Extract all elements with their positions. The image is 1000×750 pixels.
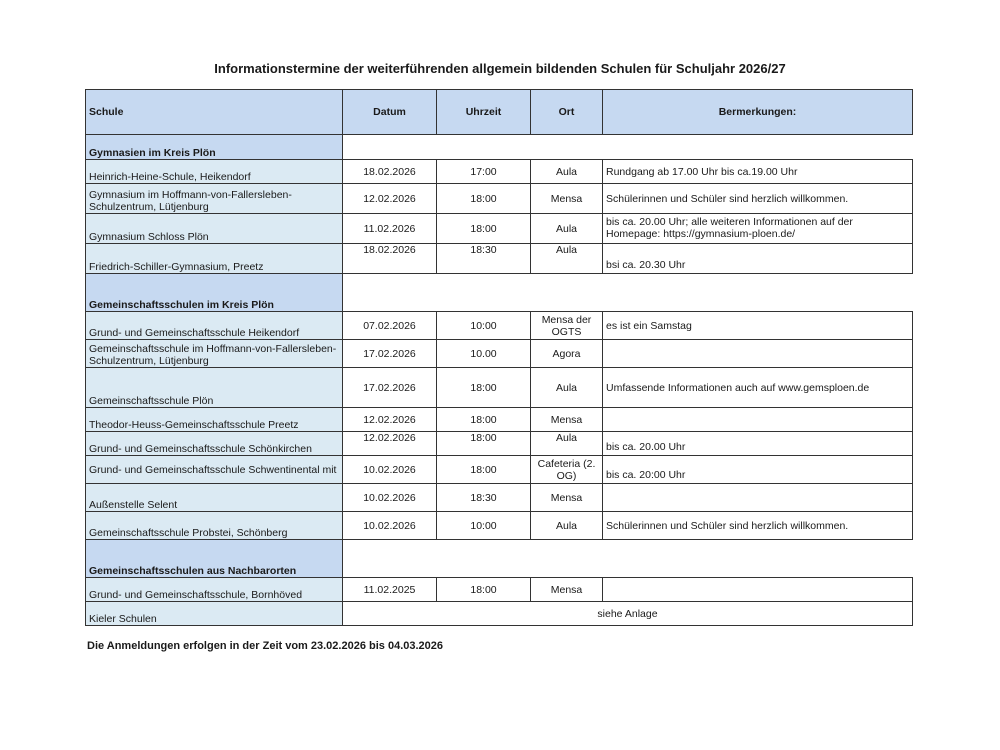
page-title: Informationstermine der weiterführenden allgemein bildenden Schulen für Schuljahr 2026/27 — [214, 61, 786, 76]
date-cell: 18.02.2026 — [343, 160, 437, 184]
remarks-cell: Schülerinnen und Schüler sind herzlich willkommen. — [603, 512, 913, 540]
school-cell: Grund- und Gemeinschaftsschule Schwentinental mit — [86, 456, 343, 484]
remarks-cell — [603, 578, 913, 602]
place-cell: Mensa — [531, 484, 603, 512]
table-row — [86, 160, 913, 184]
remarks-cell: Umfassende Informationen auch auf www.gemsploen.de — [603, 368, 913, 408]
date-cell: 17.02.2026 — [343, 368, 437, 408]
school-cell: Gymnasium im Hoffmann-von-Fallersleben-Schulzentrum, Lütjenburg — [86, 184, 343, 214]
time-cell: 18:00 — [437, 214, 531, 244]
remarks-cell: es ist ein Samstag — [603, 312, 913, 340]
remarks-cell: bis ca. 20.00 Uhr; alle weiteren Informationen auf der Homepage: https://gymnasium-ploen.de/ — [603, 214, 913, 244]
table-row — [86, 512, 913, 540]
date-cell: 10.02.2026 — [343, 456, 437, 484]
remarks-cell: Rundgang ab 17.00 Uhr bis ca.19.00 Uhr — [603, 160, 913, 184]
date-cell: 12.02.2026 — [343, 408, 437, 432]
time-cell: 18:00 — [437, 578, 531, 602]
place-cell: Mensa — [531, 184, 603, 214]
remarks-cell: bsi ca. 20.30 Uhr — [603, 244, 913, 274]
school-cell: Theodor-Heuss-Gemeinschaftsschule Preetz — [86, 408, 343, 432]
kiel-note: siehe Anlage — [343, 602, 913, 626]
place-cell: Aula — [531, 214, 603, 244]
place-cell: Aula — [531, 368, 603, 408]
date-cell: 07.02.2026 — [343, 312, 437, 340]
time-cell: 17:00 — [437, 160, 531, 184]
table-row — [86, 244, 913, 274]
school-cell: Grund- und Gemeinschaftsschule Heikendorf — [86, 312, 343, 340]
table-row — [86, 368, 913, 408]
place-cell: Agora — [531, 340, 603, 368]
place-cell: Aula — [531, 160, 603, 184]
place-cell: Mensa — [531, 578, 603, 602]
place-cell: Aula — [531, 432, 603, 456]
school-cell: Außenstelle Selent — [86, 484, 343, 512]
time-cell: 18:00 — [437, 184, 531, 214]
place-cell: Cafeteria (2. OG) — [531, 456, 603, 484]
time-cell: 10:00 — [437, 512, 531, 540]
remarks-cell — [603, 408, 913, 432]
place-cell: Aula — [531, 512, 603, 540]
time-cell: 18:30 — [437, 244, 531, 274]
school-cell: Kieler Schulen — [86, 602, 343, 626]
school-cell: Grund- und Gemeinschaftsschule, Bornhöved — [86, 578, 343, 602]
footer-note: Die Anmeldungen erfolgen in der Zeit vom 23.02.2026 bis 04.03.2026 — [87, 640, 444, 652]
header-place: Ort — [531, 90, 603, 135]
table-row — [86, 432, 913, 456]
table-row — [86, 214, 913, 244]
header-remarks: Bermerkungen: — [603, 90, 913, 135]
table-row — [86, 602, 913, 626]
date-cell: 11.02.2026 — [343, 214, 437, 244]
school-cell: Gemeinschaftsschule Probstei, Schönberg — [86, 512, 343, 540]
table-row — [86, 408, 913, 432]
table-row — [86, 184, 913, 214]
time-cell: 18:00 — [437, 432, 531, 456]
time-cell: 18:00 — [437, 368, 531, 408]
school-cell: Friedrich-Schiller-Gymnasium, Preetz — [86, 244, 343, 274]
date-cell: 12.02.2026 — [343, 432, 437, 456]
remarks-cell — [603, 340, 913, 368]
place-cell: Mensa der OGTS — [531, 312, 603, 340]
date-cell: 17.02.2026 — [343, 340, 437, 368]
school-cell: Heinrich-Heine-Schule, Heikendorf — [86, 160, 343, 184]
school-cell: Gemeinschaftsschule im Hoffmann-von-Fallersleben-Schulzentrum, Lütjenburg — [86, 340, 343, 368]
schedule-table — [85, 89, 913, 626]
section-row — [86, 135, 913, 160]
table-row — [86, 578, 913, 602]
date-cell: 18.02.2026 — [343, 244, 437, 274]
school-cell: Gymnasium Schloss Plön — [86, 214, 343, 244]
school-cell: Grund- und Gemeinschaftsschule Schönkirchen — [86, 432, 343, 456]
date-cell: 12.02.2026 — [343, 184, 437, 214]
header-date: Datum — [343, 90, 437, 135]
table-row — [86, 484, 913, 512]
time-cell: 10:00 — [437, 312, 531, 340]
header-school: Schule — [86, 90, 343, 135]
place-cell: Mensa — [531, 408, 603, 432]
time-cell: 10.00 — [437, 340, 531, 368]
date-cell: 11.02.2025 — [343, 578, 437, 602]
date-cell: 10.02.2026 — [343, 512, 437, 540]
remarks-cell: bis ca. 20.00 Uhr — [603, 432, 913, 456]
remarks-cell — [603, 484, 913, 512]
section-title: Gemeinschaftsschulen aus Nachbarorten — [86, 540, 343, 578]
header-time: Uhrzeit — [437, 90, 531, 135]
time-cell: 18:30 — [437, 484, 531, 512]
section-title: Gymnasien im Kreis Plön — [86, 135, 343, 160]
section-row — [86, 274, 913, 312]
date-cell: 10.02.2026 — [343, 484, 437, 512]
table-row — [86, 456, 913, 484]
section-row — [86, 540, 913, 578]
remarks-cell: bis ca. 20:00 Uhr — [603, 456, 913, 484]
section-title: Gemeinschaftsschulen im Kreis Plön — [86, 274, 343, 312]
place-cell: Aula — [531, 244, 603, 274]
remarks-cell: Schülerinnen und Schüler sind herzlich willkommen. — [603, 184, 913, 214]
time-cell: 18:00 — [437, 456, 531, 484]
header-row — [86, 90, 913, 135]
time-cell: 18:00 — [437, 408, 531, 432]
table-row — [86, 312, 913, 340]
table-row — [86, 340, 913, 368]
school-cell: Gemeinschaftsschule Plön — [86, 368, 343, 408]
